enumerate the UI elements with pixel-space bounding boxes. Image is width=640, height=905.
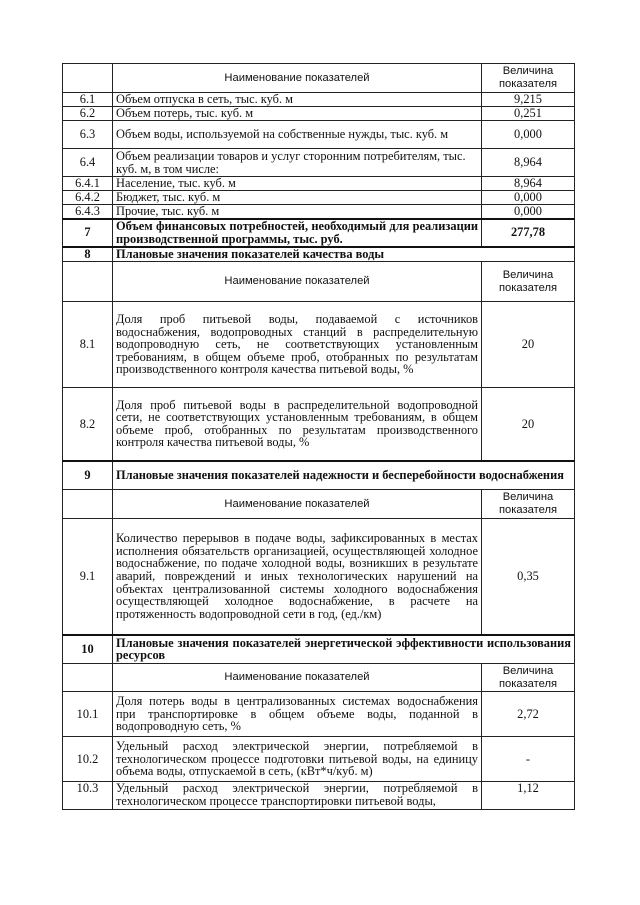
section-number: 8 xyxy=(63,247,113,262)
row-value: 2,72 xyxy=(482,692,575,737)
row-name: Количество перерывов в подаче воды, зафиксированных в местах исполнения обязательств организацией, осуществляющей холодное водоснабжение, по подаче холодной воды, возникших в результате аварий, повреждений и иных технологических нарушений на объектах централизованной системы холодного водоснабжения осуществляющей холодное водоснабжение, в расчете на протяженность водопроводной сети в год, (ед./км) xyxy=(113,519,482,635)
section-number: 10 xyxy=(63,635,113,664)
row-name: Бюджет, тыс. куб. м xyxy=(113,191,482,205)
row-name: Население, тыс. куб. м xyxy=(113,177,482,191)
table-row xyxy=(63,177,575,191)
section-title: Плановые значения показателей надежности и бесперебойности водоснабжения xyxy=(113,461,575,490)
row-name: Объем потерь, тыс. куб. м xyxy=(113,107,482,121)
row-number: 6.1 xyxy=(63,93,113,107)
header-name-cell: Наименование показателей xyxy=(113,490,482,519)
table-row xyxy=(63,191,575,205)
header-num-cell xyxy=(63,64,113,93)
document-page xyxy=(62,63,574,810)
table-row xyxy=(63,107,575,121)
row-value: 0,251 xyxy=(482,107,575,121)
row-number: 6.3 xyxy=(63,121,113,149)
row-number: 8.2 xyxy=(63,388,113,461)
header-value-cell: Величина показателя xyxy=(482,64,575,93)
row-name: Объем реализации товаров и услуг сторонним потребителям, тыс. куб. м, в том числе: xyxy=(113,149,482,177)
table-header-row xyxy=(63,664,575,692)
row-value: 9,215 xyxy=(482,93,575,107)
financial-needs-row xyxy=(63,219,575,247)
header-name-cell: Наименование показателей xyxy=(113,262,482,302)
table-row xyxy=(63,302,575,388)
header-name-cell: Наименование показателей xyxy=(113,64,482,93)
row-number: 10.2 xyxy=(63,737,113,782)
row-value: 1,12 xyxy=(482,782,575,810)
row-number: 6.2 xyxy=(63,107,113,121)
row-name: Удельный расход электрической энергии, потребляемой в технологическом процессе транспортировки питьевой воды, xyxy=(113,782,482,810)
row-name: Объем воды, используемой на собственные нужды, тыс. куб. м xyxy=(113,121,482,149)
row-value: 277,78 xyxy=(482,219,575,247)
section-title: Плановые значения показателей качества воды xyxy=(113,247,575,262)
header-num-cell xyxy=(63,262,113,302)
row-number: 8.1 xyxy=(63,302,113,388)
table-header-row xyxy=(63,64,575,93)
row-value: - xyxy=(482,737,575,782)
table-row xyxy=(63,782,575,810)
table-row xyxy=(63,149,575,177)
row-value: 20 xyxy=(482,302,575,388)
row-value: 0,000 xyxy=(482,191,575,205)
row-value: 0,35 xyxy=(482,519,575,635)
row-name: Объем отпуска в сеть, тыс. куб. м xyxy=(113,93,482,107)
table-row xyxy=(63,205,575,219)
row-value: 8,964 xyxy=(482,177,575,191)
table-header-row xyxy=(63,490,575,519)
section-title-row xyxy=(63,461,575,490)
table-row xyxy=(63,737,575,782)
header-value-cell: Величина показателя xyxy=(482,490,575,519)
row-name: Доля проб питьевой воды в распределительной водопроводной сети, не соответствующих установленным требованиям, в общем объеме проб, отобранных по результатам производственного контроля качества питьевой воды, % xyxy=(113,388,482,461)
section-title-row xyxy=(63,635,575,664)
section-title-row xyxy=(63,247,575,262)
header-num-cell xyxy=(63,664,113,692)
table-row xyxy=(63,388,575,461)
row-number: 6.4.1 xyxy=(63,177,113,191)
section-number: 9 xyxy=(63,461,113,490)
row-number: 6.4.2 xyxy=(63,191,113,205)
row-name: Объем финансовых потребностей, необходимый для реализации производственной программы, тыс. руб. xyxy=(113,219,482,247)
row-value: 20 xyxy=(482,388,575,461)
row-name: Доля проб питьевой воды, подаваемой с источников водоснабжения, водопроводных станций в распределительную водопроводную сеть, не соответствующих установленным требованиям, в общем объеме проб, отобранных по результатам производственного контроля качества питьевой воды, % xyxy=(113,302,482,388)
row-number: 7 xyxy=(63,219,113,247)
header-value-cell: Величина показателя xyxy=(482,664,575,692)
section-title: Плановые значения показателей энергетической эффективности использования ресурсов xyxy=(113,635,575,664)
row-number: 9.1 xyxy=(63,519,113,635)
header-num-cell xyxy=(63,490,113,519)
row-number: 6.4 xyxy=(63,149,113,177)
row-number: 10.3 xyxy=(63,782,113,810)
indicators-table xyxy=(62,63,575,810)
row-name: Прочие, тыс. куб. м xyxy=(113,205,482,219)
row-number: 6.4.3 xyxy=(63,205,113,219)
row-name: Доля потерь воды в централизованных системах водоснабжения при транспортировке в общем объеме воды, поданной в водопроводную сеть, % xyxy=(113,692,482,737)
table-row xyxy=(63,93,575,107)
header-value-cell: Величина показателя xyxy=(482,262,575,302)
row-value: 0,000 xyxy=(482,121,575,149)
table-row xyxy=(63,692,575,737)
row-value: 0,000 xyxy=(482,205,575,219)
header-name-cell: Наименование показателей xyxy=(113,664,482,692)
row-value: 8,964 xyxy=(482,149,575,177)
table-row xyxy=(63,519,575,635)
row-name: Удельный расход электрической энергии, потребляемой в технологическом процессе подготовки питьевой воды, на единицу объема воды, отпускаемой в сеть, (кВт*ч/куб. м) xyxy=(113,737,482,782)
table-header-row xyxy=(63,262,575,302)
table-row xyxy=(63,121,575,149)
row-number: 10.1 xyxy=(63,692,113,737)
